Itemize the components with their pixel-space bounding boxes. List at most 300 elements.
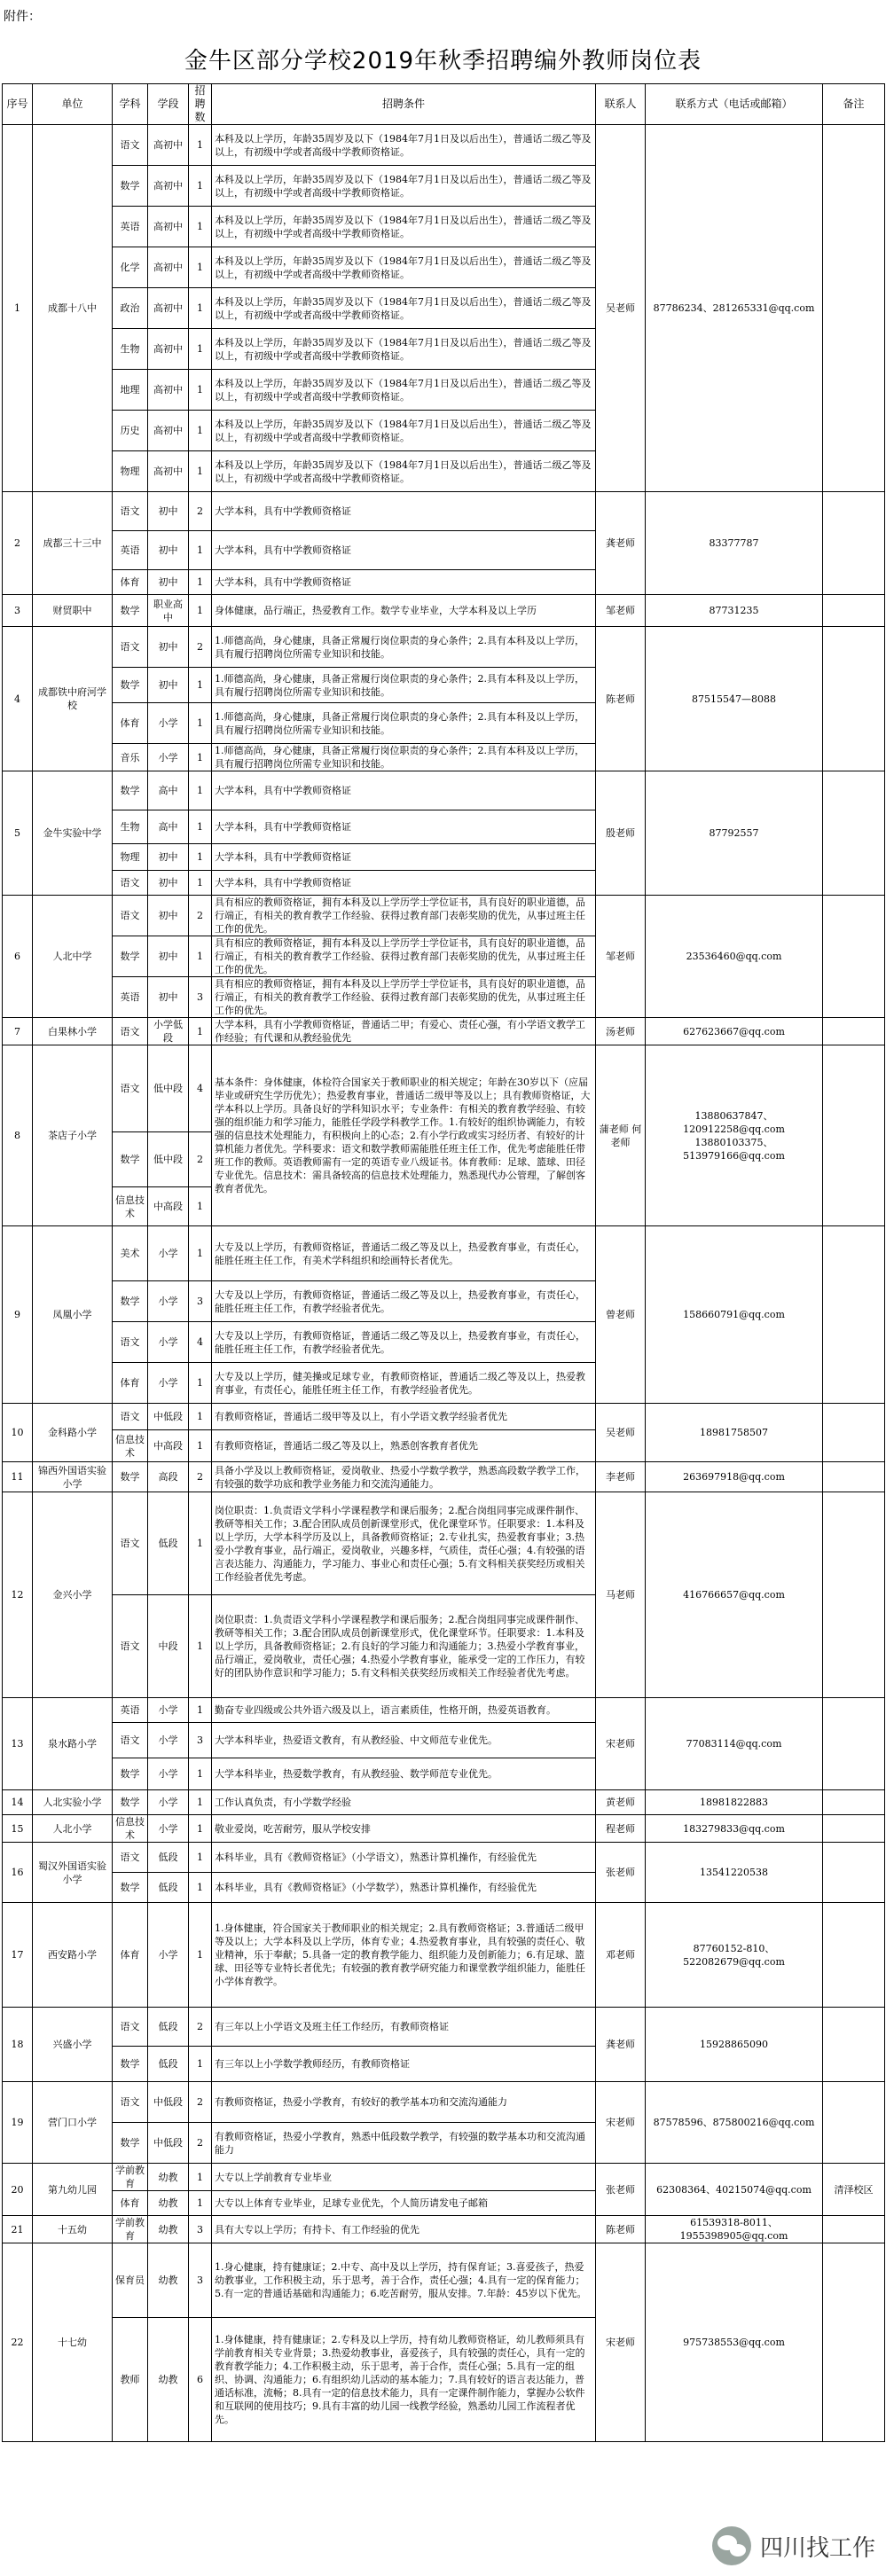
note-cell	[823, 492, 885, 595]
count-cell: 1	[189, 1843, 212, 1873]
level-cell: 小学低段	[148, 1018, 189, 1045]
unit-cell: 十七幼	[33, 2243, 113, 2442]
wechat-icon	[712, 2526, 751, 2565]
level-cell: 小学	[148, 744, 189, 771]
seq-cell: 4	[3, 627, 33, 771]
note-cell	[823, 1903, 885, 2008]
phone-cell: 77083114@qq.com	[646, 1698, 823, 1790]
conditions-cell: 有三年以上小学数学教师经历，有教师资格证	[212, 2047, 596, 2082]
contact-cell: 蒲老师 何老师	[596, 1045, 646, 1226]
count-cell: 1	[189, 703, 212, 744]
table-row	[3, 2082, 885, 2123]
unit-cell: 兴盛小学	[33, 2008, 113, 2082]
seq-cell: 15	[3, 1815, 33, 1843]
count-cell: 1	[189, 936, 212, 977]
level-cell: 初中	[148, 627, 189, 668]
seq-cell: 20	[3, 2164, 33, 2216]
level-cell: 小学	[148, 1226, 189, 1281]
level-cell: 职业高中	[148, 595, 189, 627]
conditions-cell: 具有大专以上学历；有持卡、有工作经验的优先	[212, 2216, 596, 2243]
contact-cell: 邹老师	[596, 896, 646, 1018]
contact-cell: 马老师	[596, 1492, 646, 1698]
conditions-cell: 1.师德高尚，身心健康，具备正常履行岗位职责的身心条件；2.具有本科及以上学历，具有履行招聘岗位所需专业知识和技能。	[212, 703, 596, 744]
level-cell: 小学	[148, 703, 189, 744]
subject-cell: 教师	[113, 2318, 148, 2442]
conditions-cell: 工作认真负责，有小学数学经验	[212, 1790, 596, 1815]
seq-cell: 5	[3, 771, 33, 896]
level-cell: 低段	[148, 2047, 189, 2082]
phone-cell: 183279833@qq.com	[646, 1815, 823, 1843]
table-row	[3, 125, 885, 166]
subject-cell: 数学	[113, 2123, 148, 2164]
level-cell: 高中	[148, 810, 189, 844]
count-cell: 1	[189, 531, 212, 570]
conditions-cell: 具有相应的教师资格证，拥有本科及以上学历学士学位证书，具有良好的职业道德，品行端正，有相关的教育教学工作经验、获得过教育部门表彰奖励的优先，从事过班主任工作的优先。	[212, 896, 596, 936]
phone-cell: 87731235	[646, 595, 823, 627]
unit-cell: 财贸职中	[33, 595, 113, 627]
subject-cell: 信息技术	[113, 1430, 148, 1462]
level-cell: 初中	[148, 896, 189, 936]
level-cell: 中低段	[148, 1404, 189, 1430]
unit-cell: 金兴小学	[33, 1492, 113, 1698]
unit-cell: 金科路小学	[33, 1404, 113, 1462]
note-cell: 清泽校区	[823, 2164, 885, 2216]
unit-cell: 西安路小学	[33, 1903, 113, 2008]
contact-cell: 邓老师	[596, 1903, 646, 2008]
count-cell: 1	[189, 1595, 212, 1698]
subject-cell: 信息技术	[113, 1815, 148, 1843]
count-cell: 3	[189, 2216, 212, 2243]
conditions-cell: 身体健康，品行端正，热爱教育工作。数学专业毕业，大学本科及以上学历	[212, 595, 596, 627]
header-conditions: 招聘条件	[212, 84, 596, 125]
subject-cell: 语文	[113, 2008, 148, 2047]
count-cell: 4	[189, 1322, 212, 1363]
level-cell: 中高段	[148, 1187, 189, 1226]
subject-cell: 语文	[113, 627, 148, 668]
conditions-cell: 大专及以上学历，健美操或足球专业，有教师资格证，普通话二级乙等及以上，热爱教育事业，有责任心，能胜任班主任工作，有教学经验者优先。	[212, 1363, 596, 1404]
level-cell: 中低段	[148, 2123, 189, 2164]
subject-cell: 数学	[113, 166, 148, 207]
seq-cell: 16	[3, 1843, 33, 1903]
recruitment-table	[2, 83, 885, 2442]
contact-cell: 邹老师	[596, 595, 646, 627]
phone-cell: 23536460@qq.com	[646, 896, 823, 1018]
level-cell: 初中	[148, 492, 189, 531]
level-cell: 小学	[148, 1903, 189, 2008]
table-row	[3, 1903, 885, 2008]
conditions-cell: 1.身体健康，符合国家关于教师职业的相关规定；2.具有教师资格证；3.普通话二级甲等及以上；大学本科及以上学历，体育专业；4.热爱教育事业，具有较强的责任心、敬业精神，乐于奉献；5.具备一定的教育教学能力、组织能力及创新能力；6.有足球、篮球、田径等专业特长者优先；有较强的教育教学研究能力和课堂教学组织能力，能胜任小学体育教学。	[212, 1903, 596, 2008]
phone-cell: 263697918@qq.com	[646, 1462, 823, 1492]
level-cell: 小学	[148, 1815, 189, 1843]
unit-cell: 凤凰小学	[33, 1226, 113, 1404]
subject-cell: 物理	[113, 451, 148, 492]
subject-cell: 语文	[113, 1045, 148, 1132]
attachment-label: 附件：	[4, 10, 41, 24]
conditions-cell: 有三年以上小学语文及班主任工作经历，有教师资格证	[212, 2008, 596, 2047]
conditions-cell: 具有相应的教师资格证，拥有本科及以上学历学士学位证书，具有良好的职业道德，品行端正，有相关的教育教学工作经验、获得过教育部门表彰奖励的优先，从事过班主任工作的优先。	[212, 936, 596, 977]
level-cell: 高初中	[148, 207, 189, 247]
count-cell: 1	[189, 1758, 212, 1790]
conditions-cell: 1.身心健康，持有健康证；2.中专、高中及以上学历，持有保育证；3.喜爱孩子，热爱幼教事业，工作积极主动，乐于思考，善于合作，责任心强；4.具有一定的保育能力；5.有一定的普通话基础和沟通能力；6.吃苦耐劳，服从安排。7.年龄：45岁以下优先。	[212, 2243, 596, 2318]
conditions-cell: 大学本科，具有中学教师资格证	[212, 771, 596, 810]
note-cell	[823, 1462, 885, 1492]
subject-cell: 英语	[113, 1698, 148, 1723]
header-note: 备注	[823, 84, 885, 125]
note-cell	[823, 1045, 885, 1226]
subject-cell: 数学	[113, 595, 148, 627]
phone-cell: 13541220538	[646, 1843, 823, 1903]
contact-cell: 龚老师	[596, 2008, 646, 2082]
count-cell: 1	[189, 2164, 212, 2191]
level-cell: 高初中	[148, 166, 189, 207]
conditions-cell: 具有相应的教师资格证，拥有本科及以上学历学士学位证书，具有良好的职业道德，品行端正，有相关的教育教学工作经验、获得过教育部门表彰奖励的优先，从事过班主任工作的优先。	[212, 977, 596, 1018]
contact-cell: 宋老师	[596, 2082, 646, 2164]
seq-cell: 9	[3, 1226, 33, 1404]
subject-cell: 学前教育	[113, 2164, 148, 2191]
subject-cell: 政治	[113, 288, 148, 329]
unit-cell: 第九幼儿园	[33, 2164, 113, 2216]
level-cell: 幼教	[148, 2243, 189, 2318]
header-phone: 联系方式（电话或邮箱）	[646, 84, 823, 125]
phone-cell: 18981758507	[646, 1404, 823, 1462]
subject-cell: 语文	[113, 1723, 148, 1758]
conditions-cell: 大学本科毕业，热爱语文教育，有从教经验、中文师范专业优先。	[212, 1723, 596, 1758]
conditions-cell: 大学本科，具有中学教师资格证	[212, 844, 596, 871]
contact-cell: 张老师	[596, 1843, 646, 1903]
table-row	[3, 492, 885, 531]
unit-cell: 泉水路小学	[33, 1698, 113, 1790]
phone-cell: 87515547—8088	[646, 627, 823, 771]
seq-cell: 14	[3, 1790, 33, 1815]
subject-cell: 保育员	[113, 2243, 148, 2318]
contact-cell: 李老师	[596, 1462, 646, 1492]
contact-cell: 程老师	[596, 1815, 646, 1843]
conditions-cell: 本科及以上学历，年龄35周岁及以下（1984年7月1日及以后出生），普通话二级乙等及以上，有初级中学或者高级中学教师资格证。	[212, 411, 596, 451]
seq-cell: 22	[3, 2243, 33, 2442]
count-cell: 1	[189, 329, 212, 370]
note-cell	[823, 1815, 885, 1843]
table-row	[3, 627, 885, 668]
level-cell: 小学	[148, 1790, 189, 1815]
count-cell: 1	[189, 411, 212, 451]
level-cell: 小学	[148, 1363, 189, 1404]
conditions-cell: 本科及以上学历，年龄35周岁及以下（1984年7月1日及以后出生），普通话二级乙等及以上，有初级中学或者高级中学教师资格证。	[212, 247, 596, 288]
count-cell: 3	[189, 2243, 212, 2318]
seq-cell: 6	[3, 896, 33, 1018]
conditions-cell: 岗位职责：1.负责语文学科小学课程教学和课后服务；2.配合岗组同事完成课件制作、教研等相关工作；3.配合团队成员创新课堂形式，优化课堂环节。任职要求：1.本科及以上学历，具备教师资格证；2.有良好的学习能力和沟通能力；3.热爱小学教育事业，品行端正，爱岗敬业，责任心强；4.热爱小学教育事业，能承受一定的工作压力，有较好的团队协作意识和学习能力；5.有文科相关获奖经历或相关工作经验者优先考虑。	[212, 1595, 596, 1698]
contact-cell: 殷老师	[596, 771, 646, 896]
count-cell: 1	[189, 207, 212, 247]
header-seq: 序号	[3, 84, 33, 125]
count-cell: 1	[189, 744, 212, 771]
count-cell: 1	[189, 570, 212, 595]
contact-cell: 陈老师	[596, 2216, 646, 2243]
count-cell: 6	[189, 2318, 212, 2442]
level-cell: 低段	[148, 2008, 189, 2047]
subject-cell: 语文	[113, 1492, 148, 1595]
seq-cell: 12	[3, 1492, 33, 1698]
count-cell: 2	[189, 2082, 212, 2123]
subject-cell: 语文	[113, 1595, 148, 1698]
header-level: 学段	[148, 84, 189, 125]
subject-cell: 体育	[113, 703, 148, 744]
level-cell: 低段	[148, 1843, 189, 1873]
subject-cell: 数学	[113, 1758, 148, 1790]
seq-cell: 11	[3, 1462, 33, 1492]
level-cell: 中段	[148, 1595, 189, 1698]
conditions-cell: 大专及以上学历，有教师资格证，普通话二级乙等及以上，热爱教育事业，有责任心，能胜任班主任工作，有教学经验者优先。	[212, 1281, 596, 1322]
conditions-cell: 本科及以上学历，年龄35周岁及以下（1984年7月1日及以后出生），普通话二级乙等及以上，有初级中学或者高级中学教师资格证。	[212, 329, 596, 370]
count-cell: 3	[189, 977, 212, 1018]
level-cell: 高初中	[148, 247, 189, 288]
count-cell: 1	[189, 771, 212, 810]
conditions-cell: 本科及以上学历，年龄35周岁及以下（1984年7月1日及以后出生），普通话二级乙等及以上，有初级中学或者高级中学教师资格证。	[212, 451, 596, 492]
unit-cell: 茶店子小学	[33, 1045, 113, 1226]
note-cell	[823, 1018, 885, 1045]
subject-cell: 体育	[113, 1363, 148, 1404]
conditions-cell: 有教师资格证，普通话二级乙等及以上，熟悉创客教育者优先	[212, 1430, 596, 1462]
conditions-cell: 本科及以上学历，年龄35周岁及以下（1984年7月1日及以后出生），普通话二级乙等及以上，有初级中学或者高级中学教师资格证。	[212, 207, 596, 247]
subject-cell: 语文	[113, 1322, 148, 1363]
level-cell: 幼教	[148, 2216, 189, 2243]
table-row	[3, 771, 885, 810]
note-cell	[823, 896, 885, 1018]
unit-cell: 蜀汉外国语实验小学	[33, 1843, 113, 1903]
note-cell	[823, 2082, 885, 2164]
count-cell: 2	[189, 2123, 212, 2164]
conditions-cell: 有教师资格证，热爱小学教育，熟悉中低段数学教学，有较强的数学基本功和交流沟通能力	[212, 2123, 596, 2164]
seq-cell: 8	[3, 1045, 33, 1226]
subject-cell: 数学	[113, 1132, 148, 1187]
subject-cell: 数学	[113, 668, 148, 703]
table-row	[3, 2243, 885, 2318]
count-cell: 1	[189, 2047, 212, 2082]
watermark-text: 四川找工作	[759, 2534, 875, 2562]
count-cell: 1	[189, 288, 212, 329]
seq-cell: 18	[3, 2008, 33, 2082]
count-cell: 1	[189, 668, 212, 703]
note-cell	[823, 1404, 885, 1462]
seq-cell: 1	[3, 125, 33, 492]
unit-cell: 人北中学	[33, 896, 113, 1018]
table-row	[3, 1045, 885, 1132]
subject-cell: 英语	[113, 977, 148, 1018]
subject-cell: 体育	[113, 1903, 148, 2008]
contact-cell: 汤老师	[596, 1018, 646, 1045]
conditions-cell: 勤奋专业四级或公共外语六级及以上，语言素质佳，性格开朗，热爱英语教育。	[212, 1698, 596, 1723]
note-cell	[823, 595, 885, 627]
count-cell: 1	[189, 844, 212, 871]
table-row	[3, 1018, 885, 1045]
count-cell: 3	[189, 1723, 212, 1758]
level-cell: 幼教	[148, 2191, 189, 2216]
conditions-cell: 有教师资格证，热爱小学教育，有较好的教学基本功和交流沟通能力	[212, 2082, 596, 2123]
count-cell: 1	[189, 1492, 212, 1595]
conditions-cell: 岗位职责：1.负责语文学科小学课程教学和课后服务；2.配合岗组同事完成课件制作、教研等相关工作；3.配合团队成员创新课堂形式，优化课堂环节。任职要求：1.本科及以上学历，大学本科学历及以上，具备教师资格证；2.专业扎实，热爱教育事业；3.热爱小学教育事业，品行端正，爱岗敬业，兴趣多样，气质佳，责任心强；4.有较强的语言表达能力、沟通能力，学习能力、事业心和责任心强；5.有文科相关获奖经历或相关工作经验者优先考虑。	[212, 1492, 596, 1595]
conditions-cell: 大专及以上学历，有教师资格证，普通话二级乙等及以上，热爱教育事业，有责任心，能胜任班主任工作，有美术学科组织和绘画特长者优先。	[212, 1226, 596, 1281]
count-cell: 3	[189, 1281, 212, 1322]
level-cell: 小学	[148, 1322, 189, 1363]
note-cell	[823, 2243, 885, 2442]
level-cell: 初中	[148, 570, 189, 595]
subject-cell: 语文	[113, 1843, 148, 1873]
count-cell: 1	[189, 1404, 212, 1430]
count-cell: 1	[189, 451, 212, 492]
subject-cell: 数学	[113, 2047, 148, 2082]
conditions-cell: 敬业爱岗，吃苦耐劳，服从学校安排	[212, 1815, 596, 1843]
subject-cell: 历史	[113, 411, 148, 451]
level-cell: 高中	[148, 771, 189, 810]
subject-cell: 物理	[113, 844, 148, 871]
conditions-cell: 大学本科，具有中学教师资格证	[212, 531, 596, 570]
level-cell: 中低段	[148, 2082, 189, 2123]
conditions-cell: 大学本科，具有小学教师资格证，普通话二甲；有爱心、责任心强，有小学语文教学工作经验；有代课和从教经验优先	[212, 1018, 596, 1045]
conditions-cell: 大学本科，具有中学教师资格证	[212, 492, 596, 531]
seq-cell: 17	[3, 1903, 33, 2008]
level-cell: 初中	[148, 668, 189, 703]
subject-cell: 化学	[113, 247, 148, 288]
unit-cell: 十五幼	[33, 2216, 113, 2243]
contact-cell: 吴老师	[596, 125, 646, 492]
conditions-cell: 本科及以上学历，年龄35周岁及以下（1984年7月1日及以后出生），普通话二级乙等及以上，有初级中学或者高级中学教师资格证。	[212, 370, 596, 411]
count-cell: 2	[189, 627, 212, 668]
level-cell: 初中	[148, 977, 189, 1018]
phone-cell: 158660791@qq.com	[646, 1226, 823, 1404]
subject-cell: 生物	[113, 810, 148, 844]
count-cell: 2	[189, 2008, 212, 2047]
conditions-cell: 本科毕业，具有《教师资格证》（小学数学），熟悉计算机操作，有经验优先	[212, 1873, 596, 1903]
note-cell	[823, 2216, 885, 2243]
subject-cell: 语文	[113, 1404, 148, 1430]
count-cell: 2	[189, 1462, 212, 1492]
conditions-cell: 本科及以上学历，年龄35周岁及以下（1984年7月1日及以后出生），普通话二级乙等及以上，有初级中学或者高级中学教师资格证。	[212, 288, 596, 329]
table-row	[3, 896, 885, 936]
phone-cell: 15928865090	[646, 2008, 823, 2082]
contact-cell: 吴老师	[596, 1404, 646, 1462]
level-cell: 小学	[148, 1281, 189, 1322]
level-cell: 小学	[148, 1723, 189, 1758]
conditions-cell: 本科毕业，具有《教师资格证》（小学语文），熟悉计算机操作，有经验优先	[212, 1843, 596, 1873]
level-cell: 高初中	[148, 411, 189, 451]
unit-cell: 成都三十三中	[33, 492, 113, 595]
phone-cell: 62308364、40215074@qq.com	[646, 2164, 823, 2216]
count-cell: 1	[189, 1698, 212, 1723]
unit-cell: 白果林小学	[33, 1018, 113, 1045]
seq-cell: 19	[3, 2082, 33, 2164]
contact-cell: 宋老师	[596, 1698, 646, 1790]
count-cell: 4	[189, 1045, 212, 1132]
count-cell: 1	[189, 1363, 212, 1404]
phone-cell: 13880637847、120912258@qq.com 13880103375、513979166@qq.com	[646, 1045, 823, 1226]
seq-cell: 3	[3, 595, 33, 627]
conditions-cell: 大学本科毕业，热爱数学教育，有从教经验、数学师范专业优先。	[212, 1758, 596, 1790]
seq-cell: 13	[3, 1698, 33, 1790]
subject-cell: 美术	[113, 1226, 148, 1281]
level-cell: 高段	[148, 1462, 189, 1492]
header-unit: 单位	[33, 84, 113, 125]
page-title: 金牛区部分学校2019年秋季招聘编外教师岗位表	[184, 48, 702, 74]
count-cell: 1	[189, 1226, 212, 1281]
table-row	[3, 1815, 885, 1843]
count-cell: 1	[189, 1187, 212, 1226]
level-cell: 中高段	[148, 1430, 189, 1462]
level-cell: 高初中	[148, 288, 189, 329]
subject-cell: 数学	[113, 936, 148, 977]
conditions-cell: 大学本科，具有中学教师资格证	[212, 871, 596, 896]
table-header-row	[3, 84, 885, 125]
table-row	[3, 2164, 885, 2191]
count-cell: 1	[189, 810, 212, 844]
count-cell: 1	[189, 871, 212, 896]
subject-cell: 语文	[113, 1018, 148, 1045]
count-cell: 1	[189, 166, 212, 207]
count-cell: 1	[189, 125, 212, 166]
conditions-cell: 1.身体健康，持有健康证；2.专科及以上学历，持有幼儿教师资格证，幼儿教师须具有学前教育相关专业背景；3.热爱幼教事业，喜爱孩子，具有较强的责任心，具有一定的教育教学能力；4.工作积极主动，乐于思考，善于合作，责任心强；5.具有一定的组织、协调、沟通能力；6.有组织幼儿活动的基本能力；7.具有较好的语言表达能力，普通话标准，流畅；8.具有一定的信息技术能力，具有一定课件制作能力，掌握办公软件和互联网的使用技巧；9.具有丰富的幼儿园一线教学经验，熟悉幼儿园工作流程者优先。	[212, 2318, 596, 2442]
contact-cell: 陈老师	[596, 627, 646, 771]
table-row	[3, 1492, 885, 1595]
header-count: 招聘数	[189, 84, 212, 125]
level-cell: 初中	[148, 844, 189, 871]
table-row	[3, 1226, 885, 1281]
header-subject: 学科	[113, 84, 148, 125]
count-cell: 1	[189, 247, 212, 288]
level-cell: 初中	[148, 531, 189, 570]
conditions-cell: 大学本科，具有中学教师资格证	[212, 570, 596, 595]
subject-cell: 信息技术	[113, 1187, 148, 1226]
table-row	[3, 2008, 885, 2047]
phone-cell: 87792557	[646, 771, 823, 896]
level-cell: 低段	[148, 1492, 189, 1595]
subject-cell: 英语	[113, 531, 148, 570]
subject-cell: 地理	[113, 370, 148, 411]
unit-cell: 成都铁中府河学校	[33, 627, 113, 771]
subject-cell: 数学	[113, 1790, 148, 1815]
seq-cell: 21	[3, 2216, 33, 2243]
conditions-cell: 有教师资格证，普通话二级甲等及以上，有小学语文教学经验者优先	[212, 1404, 596, 1430]
header-contact: 联系人	[596, 84, 646, 125]
note-cell	[823, 1698, 885, 1790]
level-cell: 低段	[148, 1873, 189, 1903]
subject-cell: 数学	[113, 771, 148, 810]
phone-cell: 18981822883	[646, 1790, 823, 1815]
level-cell: 低中段	[148, 1132, 189, 1187]
seq-cell: 7	[3, 1018, 33, 1045]
phone-cell: 975738553@qq.com	[646, 2243, 823, 2442]
count-cell: 1	[189, 1815, 212, 1843]
phone-cell: 87578596、875800216@qq.com	[646, 2082, 823, 2164]
contact-cell: 黄老师	[596, 1790, 646, 1815]
note-cell	[823, 1843, 885, 1903]
level-cell: 高初中	[148, 370, 189, 411]
table-row	[3, 1698, 885, 1723]
note-cell	[823, 1790, 885, 1815]
subject-cell: 语文	[113, 871, 148, 896]
contact-cell: 曾老师	[596, 1226, 646, 1404]
conditions-cell: 具备小学及以上教师资格证，爱岗敬业、热爱小学数学教学，熟悉高段数学教学工作，有较强的数学功底和教学业务能力和交流沟通能力。	[212, 1462, 596, 1492]
unit-cell: 锦西外国语实验小学	[33, 1462, 113, 1492]
subject-cell: 数学	[113, 1281, 148, 1322]
conditions-cell: 1.师德高尚，身心健康，具备正常履行岗位职责的身心条件；2.具有本科及以上学历，具有履行招聘岗位所需专业知识和技能。	[212, 744, 596, 771]
level-cell: 小学	[148, 1698, 189, 1723]
count-cell: 1	[189, 370, 212, 411]
table-row	[3, 1462, 885, 1492]
phone-cell: 627623667@qq.com	[646, 1018, 823, 1045]
count-cell: 2	[189, 896, 212, 936]
count-cell: 1	[189, 2191, 212, 2216]
conditions-cell: 本科及以上学历，年龄35周岁及以下（1984年7月1日及以后出生），普通话二级乙等及以上，有初级中学或者高级中学教师资格证。	[212, 125, 596, 166]
contact-cell: 龚老师	[596, 492, 646, 595]
level-cell: 幼教	[148, 2164, 189, 2191]
